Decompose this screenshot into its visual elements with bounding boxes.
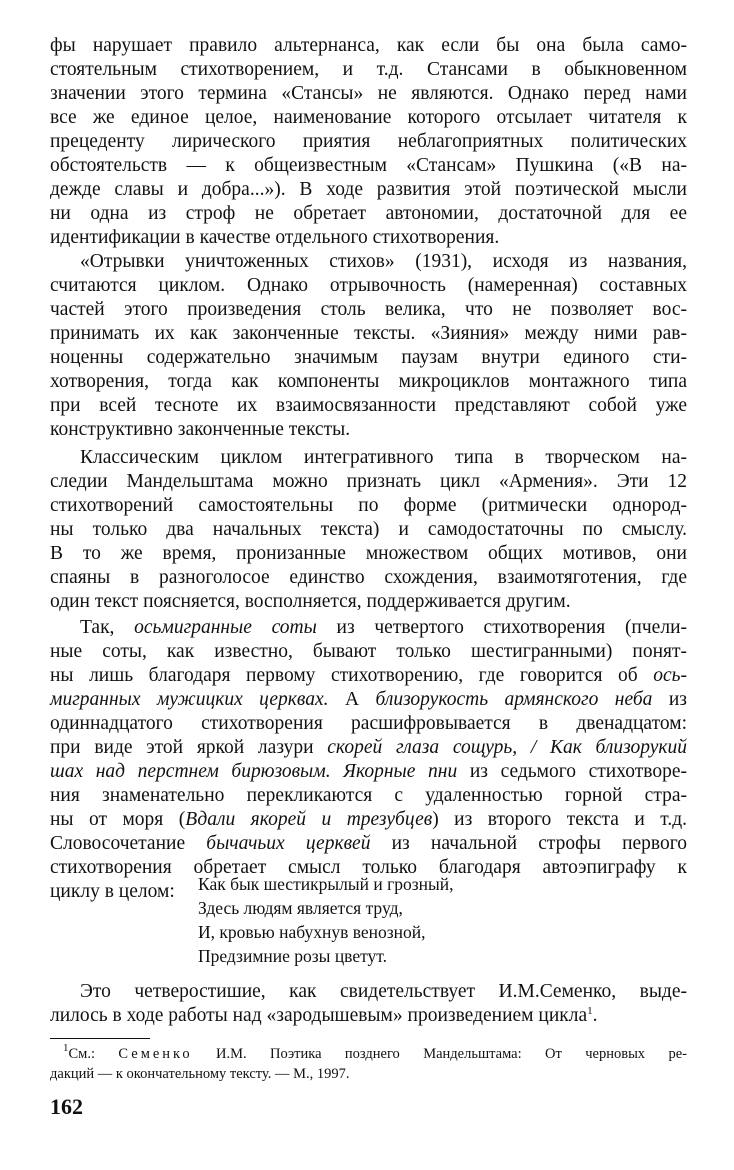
text-line: фы нарушает правило альтернанса, как если бы она была само- <box>50 35 687 56</box>
text-line: спаяны в разноголосое единство схождения, взаимотяготения, где <box>50 567 687 588</box>
verse-line: Как бык шестикрылый и грозный, <box>198 874 454 894</box>
text-line: значении этого термина «Стансы» не являются. Однако перед нами <box>50 83 687 104</box>
text-line: хотворения, тогда как компоненты микроциклов монтажного типа <box>50 371 687 392</box>
italic-quote: мигранных мужицких церквах. <box>50 689 329 710</box>
footnote-ref[interactable]: 1 <box>587 1005 593 1017</box>
text-line: ноценны содержательно значимым паузам внутри единого сти- <box>50 347 687 368</box>
text-line: при виде этой яркой лазури скорей глаза сощурь, / Как близорукий <box>50 737 687 758</box>
text-line: ны от моря (Вдали якорей и трезубцев) из второго текста и т.д. <box>50 809 688 830</box>
text-line: «Отрывки уничтоженных стихов» (1931), исходя из названия, <box>80 251 687 272</box>
text-line: стихотворения обретает смысл только благодаря автоэпиграфу к <box>50 857 687 878</box>
text-line: конструктивно законченные тексты. <box>50 419 351 440</box>
text-line: обстоятельств — к общеизвестным «Стансам» Пушкина («В на- <box>50 155 687 176</box>
italic-quote: бычачьих церквей <box>206 833 371 854</box>
text-line: мигранных мужицких церквах. А близорукость армянского неба из <box>50 689 687 710</box>
text-line: Словосочетание бычачьих церквей из начальной строфы первого <box>50 833 687 854</box>
text-line: шах над перстнем бирюзовым. Якорные пни из седьмого стихотворе- <box>50 761 687 782</box>
text-line: лилось в ходе работы над «зародышевым» произведением цикла$^1$. <box>50 1005 598 1026</box>
text-line: одиннадцатого стихотворения расшифровывается в двенадцатом: <box>50 713 687 734</box>
text-line: один текст поясняется, восполняется, поддерживается другим. <box>50 591 571 612</box>
italic-quote: шах над перстнем бирюзовым. Якорные пни <box>50 761 458 782</box>
text-line: дежде славы и добра...»). В ходе развития этой поэтической мысли <box>50 179 687 200</box>
text-line: частей этого произведения столь велика, что не позволяет вос- <box>50 299 687 320</box>
footnote-divider <box>50 1038 150 1039</box>
footnote-line: дакций — к окончательному тексту. — М., 1997. <box>50 1066 350 1082</box>
text-line: ния знаменательно перекликаются с удаленностью горной стра- <box>50 785 687 806</box>
italic-quote: Вдали якорей и трезубцев <box>185 809 433 830</box>
verse-line: Здесь людям является труд, <box>198 898 403 918</box>
page-number: 162 <box>50 1094 83 1119</box>
text-line: все же единое целое, наименование которого отсылает читателя к <box>50 107 687 128</box>
text-line: ные соты, как известно, бывают только шестигранными) понят- <box>50 641 687 662</box>
footnote-author: Семенко <box>118 1046 193 1062</box>
verse-line: И, кровью набухнув венозной, <box>198 922 426 942</box>
text-line: Это четверостишие, как свидетельствует И.М.Семенко, выде- <box>80 981 687 1002</box>
italic-quote: осьмигранные соты <box>134 617 317 638</box>
text-line: Так, осьмигранные соты из четвертого стихотворения (пчели- <box>80 617 687 638</box>
text-line: ны только два начальных текста) и самодостаточны по смыслу. <box>50 519 687 540</box>
text-line: ны лишь благодаря первому стихотворению, где говорится об ось- <box>50 665 687 686</box>
text-line: Классическим циклом интегративного типа в творческом на- <box>80 447 687 468</box>
text-line: В то же время, пронизанные множеством общих мотивов, они <box>50 543 687 564</box>
text-line: при всей тесноте их взаимосвязанности представляют собой уже <box>50 395 687 416</box>
italic-quote: ось- <box>653 665 687 686</box>
footnote-line: $^1$См.: Семенко И.М. Поэтика позднего Мандельштама: От черновых ре- <box>63 1042 687 1062</box>
text-line: стоятельным стихотворением, и т.д. Стансами в обыкновенном <box>50 59 687 80</box>
text-line: считаются циклом. Однако отрывочность (намеренная) составных <box>50 275 687 296</box>
footnote-mark: 1 <box>63 1042 69 1054</box>
text-line: идентификации в качестве отдельного стихотворения. <box>50 227 500 248</box>
italic-quote: близорукость армянского неба <box>375 689 653 710</box>
text-line: стихотворений самостоятельны по форме (ритмически однород- <box>50 495 687 516</box>
text-line: следии Мандельштама можно признать цикл «Армения». Эти 12 <box>50 471 687 492</box>
text-line: принимать их как законченные тексты. «Зияния» между ними рав- <box>50 323 687 344</box>
italic-quote: скорей глаза сощурь, / Как близорукий <box>327 737 687 758</box>
verse-line: Предзимние розы цветут. <box>198 946 387 966</box>
text-line: ни одна из строф не обретает автономии, достаточной для ее <box>50 203 687 224</box>
text-line: прецеденту лирического приятия неблагоприятных политических <box>50 131 687 152</box>
text-line: циклу в целом: <box>50 881 175 902</box>
